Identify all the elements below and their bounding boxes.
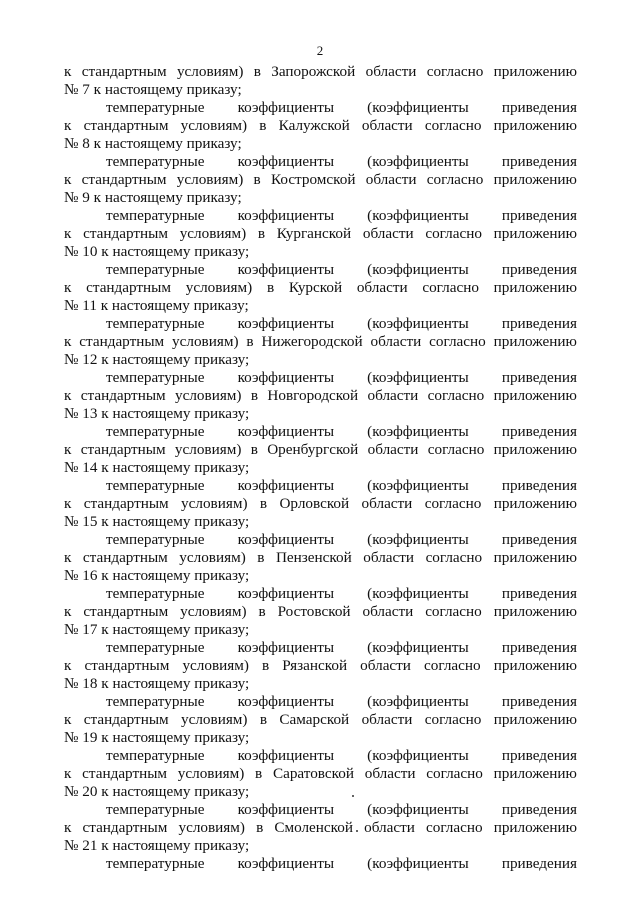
clause-body-line: [64, 711, 577, 729]
word: температурные: [106, 531, 205, 548]
word: условиям): [176, 63, 244, 80]
word: согласно: [425, 549, 483, 566]
clause: [64, 639, 577, 693]
clause: [64, 801, 577, 855]
word: согласно: [422, 279, 479, 296]
clause: [64, 477, 577, 531]
word: (коэффициенты: [367, 477, 469, 494]
word: условиям): [179, 225, 247, 242]
word: области: [363, 549, 415, 566]
word: стандартным: [80, 441, 166, 458]
opening-line-2: № 7 к настоящему приказу;: [64, 81, 242, 98]
word: в: [246, 333, 254, 350]
word: коэффициенты: [237, 747, 335, 764]
clause: [64, 747, 577, 801]
word: к: [64, 279, 72, 296]
word: температурные: [106, 423, 205, 440]
word: области: [367, 441, 419, 458]
word: (коэффициенты: [367, 801, 469, 818]
word: в: [253, 171, 261, 188]
word: согласно: [426, 765, 483, 782]
scan-speck: [356, 830, 358, 832]
word: приложению: [493, 657, 577, 674]
clause: [64, 585, 577, 639]
word: стандартным: [84, 657, 170, 674]
word: коэффициенты: [237, 315, 335, 332]
word: стандартным: [82, 549, 168, 566]
word: стандартным: [83, 117, 169, 134]
word: приложению: [493, 711, 577, 728]
word: (коэффициенты: [367, 153, 469, 170]
word: приложению: [493, 441, 577, 458]
word: (коэффициенты: [367, 585, 469, 602]
word: в: [253, 63, 261, 80]
word: температурные: [106, 585, 205, 602]
word: стандартным: [81, 171, 167, 188]
word: согласно: [427, 387, 485, 404]
word: в: [257, 549, 265, 566]
word: к: [64, 819, 72, 836]
word: стандартным: [82, 819, 168, 836]
word: области: [367, 387, 419, 404]
word: к: [64, 765, 72, 782]
word: к: [64, 387, 72, 404]
word: температурные: [106, 369, 205, 386]
word: Оренбургской: [267, 441, 359, 458]
word: коэффициенты: [237, 639, 335, 656]
word: приведения: [501, 801, 577, 818]
word: Ростовской: [277, 603, 351, 620]
word: температурные: [106, 747, 205, 764]
word: температурные: [106, 693, 205, 710]
word: в: [259, 495, 268, 512]
word: области: [365, 63, 417, 80]
word: стандартным: [83, 711, 169, 728]
word: температурные: [106, 855, 205, 872]
word: условиям): [176, 171, 244, 188]
word: к: [64, 549, 72, 566]
word: приведения: [501, 99, 577, 116]
word: коэффициенты: [237, 153, 335, 170]
clause-head-line: [64, 531, 577, 549]
word: Курганской: [276, 225, 352, 242]
word: приложению: [493, 333, 577, 350]
word: стандартным: [83, 225, 168, 242]
clause: [64, 315, 577, 369]
word: приведения: [501, 153, 577, 170]
word: Запорожской: [271, 63, 356, 80]
clause-body-line: [64, 441, 577, 459]
word: области: [362, 225, 414, 242]
word: приложению: [493, 495, 577, 512]
word: приведения: [501, 207, 577, 224]
word: к: [64, 225, 72, 242]
clause: [64, 693, 577, 747]
clause-head-line: [64, 477, 577, 495]
word: области: [362, 603, 414, 620]
word: коэффициенты: [237, 99, 335, 116]
word: условиям): [181, 711, 248, 728]
clause-ref-line: № 20 к настоящему приказу;: [64, 783, 250, 800]
clause-head-line: [64, 153, 577, 171]
clause-body-line: [64, 117, 577, 135]
document-body: [64, 63, 577, 873]
clause-head-line: [64, 801, 577, 819]
word: Саратовской: [272, 765, 354, 782]
word: области: [356, 279, 408, 296]
word: согласно: [427, 441, 485, 458]
opening-line-1: [64, 63, 577, 81]
clause: [64, 153, 577, 207]
word: стандартным: [80, 387, 166, 404]
clause-head-line: [64, 639, 577, 657]
word: приведения: [501, 855, 577, 872]
word: приведения: [501, 693, 577, 710]
word: условиям): [178, 819, 245, 836]
clause-head-line: [64, 207, 577, 225]
clause-body-line: [64, 333, 577, 351]
word: в: [255, 765, 263, 782]
word: приведения: [501, 477, 577, 494]
word: в: [258, 603, 266, 620]
word: (коэффициенты: [367, 99, 469, 116]
word: (коэффициенты: [367, 639, 469, 656]
word: (коэффициенты: [367, 369, 469, 386]
word: области: [370, 333, 422, 350]
word: приложению: [493, 549, 577, 566]
clause-body-line: [64, 603, 577, 621]
word: области: [360, 657, 411, 674]
word: приложению: [493, 765, 577, 782]
word: приведения: [501, 369, 577, 386]
clause-ref-line: № 17 к настоящему приказу;: [64, 621, 250, 638]
word: приведения: [501, 531, 577, 548]
word: коэффициенты: [237, 585, 335, 602]
clause-ref-line: № 9 к настоящему приказу;: [64, 189, 242, 206]
clause-head-line: [64, 423, 577, 441]
word: Пензенской: [275, 549, 352, 566]
word: условиям): [179, 549, 246, 566]
clause-ref-line: № 10 к настоящему приказу;: [64, 243, 250, 260]
word: приложению: [493, 387, 577, 404]
word: Самарской: [279, 711, 350, 728]
word: приложению: [493, 171, 577, 188]
clause-head-line: [64, 855, 577, 873]
word: области: [365, 171, 417, 188]
word: приложению: [493, 819, 577, 836]
page-number: 2: [316, 43, 324, 58]
word: в: [250, 387, 259, 404]
clause-ref-line: № 18 к настоящему приказу;: [64, 675, 250, 692]
word: условиям): [177, 765, 245, 782]
word: Смоленской: [274, 819, 353, 836]
word: условиям): [180, 603, 247, 620]
word: приведения: [501, 639, 577, 656]
word: температурные: [106, 477, 205, 494]
clause-ref-line: № 19 к настоящему приказу;: [64, 729, 250, 746]
clause-ref-line: № 12 к настоящему приказу;: [64, 351, 250, 368]
clause-head-line: [64, 99, 577, 117]
word: приложению: [493, 63, 577, 80]
word: коэффициенты: [237, 855, 335, 872]
word: в: [262, 657, 270, 674]
word: в: [266, 279, 275, 296]
clause-head-line: [64, 261, 577, 279]
word: согласно: [424, 711, 482, 728]
word: приведения: [501, 585, 577, 602]
word: Орловской: [279, 495, 350, 512]
word: условиям): [185, 279, 253, 296]
word: (коэффициенты: [367, 315, 469, 332]
clause-body-line: [64, 657, 577, 675]
word: условиям): [182, 657, 249, 674]
clause-ref-line: № 15 к настоящему приказу;: [64, 513, 250, 530]
word: стандартным: [86, 279, 171, 296]
word: приложению: [493, 603, 577, 620]
clause: [64, 99, 577, 153]
clause-head-line: [64, 585, 577, 603]
word: Курской: [288, 279, 343, 296]
word: стандартным: [83, 603, 169, 620]
word: согласно: [424, 495, 482, 512]
scan-speck: [352, 795, 354, 797]
word: к: [64, 441, 72, 458]
word: условиям): [172, 333, 239, 350]
word: (коэффициенты: [367, 207, 469, 224]
word: области: [361, 495, 413, 512]
word: коэффициенты: [237, 531, 335, 548]
word: (коэффициенты: [367, 423, 469, 440]
word: условиям): [175, 387, 242, 404]
word: стандартным: [79, 333, 165, 350]
word: согласно: [426, 63, 484, 80]
word: условиям): [180, 117, 248, 134]
clause: [64, 207, 577, 261]
clause-body-line: [64, 765, 577, 783]
word: (коэффициенты: [367, 693, 469, 710]
word: температурные: [106, 99, 205, 116]
clause-body-line: [64, 387, 577, 405]
clause-body-line: [64, 279, 577, 297]
word: области: [364, 819, 415, 836]
word: к: [64, 117, 72, 134]
word: в: [250, 441, 258, 458]
word: к: [64, 333, 72, 350]
word: в: [257, 225, 266, 242]
word: к: [64, 495, 72, 512]
clause-body-line: [64, 495, 577, 513]
word: к: [64, 657, 72, 674]
word: коэффициенты: [237, 423, 335, 440]
word: (коэффициенты: [367, 261, 469, 278]
clause-body-line: [64, 819, 577, 837]
word: приведения: [501, 315, 577, 332]
word: приведения: [501, 423, 577, 440]
word: согласно: [425, 603, 482, 620]
word: приложению: [493, 225, 577, 242]
word: области: [361, 117, 413, 134]
clause-head-line: [64, 747, 577, 765]
word: (коэффициенты: [367, 855, 469, 872]
clause-ref-line: № 8 к настоящему приказу;: [64, 135, 242, 152]
word: приложению: [493, 117, 577, 134]
word: Костромской: [270, 171, 356, 188]
word: коэффициенты: [237, 693, 335, 710]
word: коэффициенты: [237, 369, 335, 386]
word: согласно: [426, 819, 483, 836]
word: коэффициенты: [237, 261, 335, 278]
word: коэффициенты: [237, 801, 335, 818]
word: температурные: [106, 801, 205, 818]
word: температурные: [106, 639, 205, 656]
word: приложению: [493, 279, 577, 296]
word: температурные: [106, 153, 205, 170]
clause-body-line: [64, 171, 577, 189]
clause-ref-line: № 16 к настоящему приказу;: [64, 567, 250, 584]
word: к: [64, 711, 72, 728]
word: области: [361, 711, 413, 728]
word: области: [364, 765, 416, 782]
clause-ref-line: № 21 к настоящему приказу;: [64, 837, 250, 854]
word: в: [259, 711, 268, 728]
word: (коэффициенты: [367, 747, 469, 764]
word: (коэффициенты: [367, 531, 469, 548]
word: условиям): [181, 495, 248, 512]
clause-body-line: [64, 549, 577, 567]
word: Новгородской: [267, 387, 359, 404]
word: согласно: [429, 333, 486, 350]
clause: [64, 261, 577, 315]
clause-body-line: [64, 225, 577, 243]
clause: [64, 369, 577, 423]
clause-ref-line: № 11 к настоящему приказу;: [64, 297, 249, 314]
word: приведения: [501, 747, 577, 764]
word: коэффициенты: [237, 477, 335, 494]
word: стандартным: [83, 495, 169, 512]
word: температурные: [106, 315, 205, 332]
word: к: [64, 171, 72, 188]
word: в: [259, 117, 267, 134]
word: Нижегородской: [261, 333, 363, 350]
word: стандартным: [82, 765, 168, 782]
word: коэффициенты: [237, 207, 335, 224]
word: согласно: [424, 657, 481, 674]
word: согласно: [426, 171, 484, 188]
word: согласно: [425, 225, 482, 242]
word: приведения: [501, 261, 577, 278]
clause-head-line: [64, 315, 577, 333]
clause-ref-line: № 14 к настоящему приказу;: [64, 459, 250, 476]
word: стандартным: [81, 63, 167, 80]
word: температурные: [106, 207, 205, 224]
word: условиям): [174, 441, 242, 458]
word: в: [256, 819, 264, 836]
clause-ref-line: № 13 к настоящему приказу;: [64, 405, 250, 422]
word: к: [64, 63, 72, 80]
word: температурные: [106, 261, 205, 278]
clause-head-line: [64, 693, 577, 711]
clause: [64, 531, 577, 585]
word: Рязанской: [282, 657, 348, 674]
word: к: [64, 603, 72, 620]
word: Калужской: [278, 117, 350, 134]
clause-head-line: [64, 369, 577, 387]
clause: [64, 423, 577, 477]
word: согласно: [424, 117, 482, 134]
